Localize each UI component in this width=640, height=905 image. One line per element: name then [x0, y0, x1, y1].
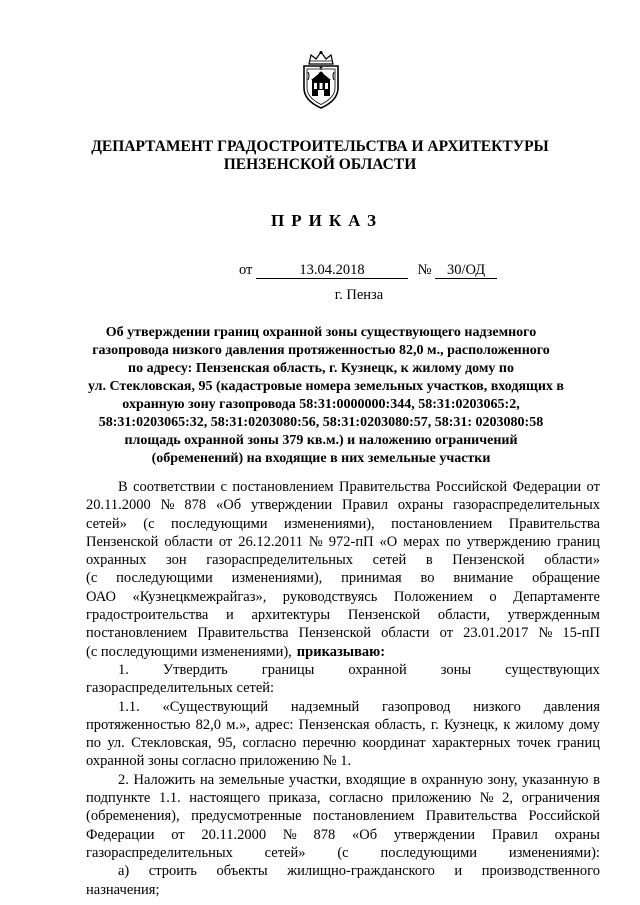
- body-word: от: [171, 826, 185, 843]
- body-word: строить: [148, 863, 197, 880]
- body-word: Российской: [528, 808, 600, 825]
- body-line: [86, 789, 600, 807]
- body-word: ограничения: [521, 790, 600, 807]
- body-word: к: [503, 716, 511, 733]
- body-word: давления: [543, 698, 600, 715]
- body-word: координат: [362, 735, 426, 752]
- body-word: 972-пП: [328, 533, 374, 550]
- body-word: изменениями),: [231, 570, 323, 587]
- body-word: обращение: [532, 570, 600, 587]
- city-name: г. Пенза: [334, 287, 384, 303]
- body-word: №: [479, 790, 494, 807]
- body-word: постановлением: [86, 625, 188, 642]
- body-word: о: [489, 588, 497, 605]
- body-word: сетей»: [264, 844, 306, 861]
- body-word: градостроительства: [86, 607, 209, 624]
- body-word: соответствии: [133, 479, 216, 495]
- body-word: 2.: [118, 771, 129, 788]
- body-word: Пензенской: [347, 607, 421, 624]
- body-word: в: [425, 552, 433, 569]
- department-name-line-1: ДЕПАРТАМЕНТ ГРАДОСТРОИТЕЛЬСТВА И АРХИТЕКТУРЫ: [91, 138, 549, 155]
- body-word: Правил: [342, 497, 389, 514]
- body-word: утвержденным: [507, 607, 600, 624]
- heading-line: (обременений) на входящие в них земельные участки: [151, 451, 491, 466]
- body-word: 20.11.2000: [86, 497, 151, 514]
- body-word: охранную: [421, 771, 483, 788]
- body-word: протяженностью: [86, 716, 191, 733]
- body-word: производственного: [481, 863, 600, 880]
- body-word: последующими: [170, 515, 268, 532]
- body-word: на: [199, 771, 215, 788]
- body-word: перечню: [302, 735, 357, 752]
- body-word: 20.11.2000: [201, 826, 267, 843]
- heading-line: газопровода низкого давления протяженностью 82,0 м., расположенного: [92, 343, 550, 358]
- body-line: [86, 533, 600, 551]
- order-date-number-line: [239, 262, 497, 279]
- body-word: дому: [569, 716, 600, 733]
- body-word: приложению: [391, 790, 472, 807]
- body-word: 82,0: [195, 716, 222, 733]
- body-word: зоны: [440, 661, 472, 678]
- body-word: 878: [184, 497, 207, 514]
- body-word: входящие: [345, 771, 406, 788]
- body-word: Наложить: [133, 771, 196, 788]
- body-text: (с последующими изменениями),: [86, 643, 292, 660]
- body-word: (с: [86, 570, 98, 587]
- body-word: предусмотренные: [191, 808, 302, 825]
- body-word: с: [220, 479, 227, 495]
- body-word: области,: [437, 607, 490, 624]
- body-word: 878: [313, 826, 336, 843]
- body-word: а): [118, 863, 130, 880]
- body-line: [86, 716, 600, 734]
- body-word: (с: [337, 844, 349, 861]
- body-word: и: [226, 607, 234, 624]
- body-word: изменениями),: [283, 515, 375, 532]
- heading-line: ул. Стекловская, 95 (кадастровые номера земельных участков, входящих в: [88, 379, 564, 394]
- body-line: [86, 551, 600, 569]
- body-word: №: [160, 497, 175, 514]
- body-word: мерах: [403, 533, 440, 550]
- body-word: принимая: [341, 570, 402, 587]
- date-prefix: от: [239, 262, 253, 278]
- body-word: «Об: [352, 826, 378, 843]
- body-word: утверждению: [466, 533, 552, 550]
- body-line: [86, 569, 600, 587]
- body-word: существующих: [505, 661, 600, 678]
- body-word: 26.12.2011: [238, 533, 303, 550]
- body-word: границ: [557, 735, 600, 752]
- body-word: Кузнецк,: [443, 716, 499, 733]
- body-word: от: [586, 479, 600, 495]
- body-word: области: [381, 625, 430, 642]
- order-heading: [88, 324, 564, 468]
- number-prefix: №: [417, 262, 432, 278]
- body-word: Положением: [393, 588, 473, 605]
- body-word: газораспределительных: [206, 552, 354, 569]
- body-word: область,: [374, 716, 426, 733]
- body-word: в: [593, 771, 600, 788]
- body-word: 1.: [118, 661, 129, 678]
- body-word: (с: [143, 515, 155, 532]
- body-word: газораспределительных: [453, 497, 600, 514]
- body-line: [86, 496, 600, 514]
- body-line: [86, 771, 600, 789]
- coat-of-arms-icon: [296, 50, 346, 110]
- body-word: ул.: [107, 735, 125, 752]
- body-word: 1.1.: [158, 790, 181, 807]
- body-word: г.: [430, 716, 439, 733]
- body-line: [86, 661, 600, 679]
- body-word: 2,: [502, 790, 513, 807]
- heading-line: площадь охранной зоны 379 кв.м.) и наложению ограничений: [124, 433, 518, 448]
- body-line: [86, 807, 600, 825]
- order-command-word: приказываю:: [296, 643, 386, 660]
- body-word: Правительства: [339, 479, 431, 495]
- body-word: В: [118, 479, 128, 495]
- body-line: [86, 734, 600, 752]
- body-word: указанную: [522, 771, 589, 788]
- body-word: Пензенская: [298, 716, 370, 733]
- body-word: низкого: [473, 698, 521, 715]
- body-word: последующими: [380, 844, 478, 861]
- body-word: Правил: [491, 826, 538, 843]
- order-number: 30/ОД: [435, 262, 497, 279]
- body-word: охранных: [86, 552, 147, 569]
- body-word: от: [218, 533, 233, 550]
- order-date: 13.04.2018: [256, 262, 408, 279]
- body-word: охранной: [348, 661, 407, 678]
- document-type-title: ПРИКАЗ: [271, 211, 383, 230]
- body-word: руководствуясь: [282, 588, 378, 605]
- body-word: согласно: [242, 735, 297, 752]
- body-word: архитектуры: [251, 607, 331, 624]
- body-word: «Существующий: [162, 698, 269, 715]
- body-line: [86, 826, 600, 844]
- body-word: по: [445, 533, 461, 550]
- heading-line: Об утверждении границ охранной зоны существующего надземного: [105, 325, 537, 340]
- body-word: участки,: [288, 771, 342, 788]
- body-word: внимание: [453, 570, 514, 587]
- body-word: подпункте: [86, 790, 151, 807]
- body-word: утверждении: [250, 497, 333, 514]
- body-word: последующими: [116, 570, 213, 587]
- body-word: согласно: [329, 790, 384, 807]
- body-word: Утвердить: [162, 661, 228, 678]
- body-word: Федерации: [512, 479, 582, 495]
- body-word: в: [410, 771, 417, 788]
- body-line: [86, 515, 600, 533]
- body-word: зону,: [487, 771, 518, 788]
- body-word: №: [538, 625, 553, 642]
- body-word: охраны: [554, 826, 600, 843]
- body-line: [86, 862, 600, 880]
- department-name-line-2: ПЕНЗЕНСКОЙ ОБЛАСТИ: [223, 156, 417, 173]
- heading-line: охранную зону газопровода 58:31:0000000:344, 58:31:0203065:2,: [122, 397, 520, 412]
- body-word: 23.01.2017: [463, 625, 529, 642]
- heading-line: по адресу: Пензенская область, г. Кузнецк, к жилому дому по: [128, 361, 514, 376]
- body-word: жилому: [515, 716, 564, 733]
- body-word: Стекловская,: [131, 735, 212, 752]
- body-word: границы: [261, 661, 315, 678]
- body-word: «Об: [215, 497, 242, 514]
- body-line: [86, 679, 600, 697]
- body-word: жилищно-гражданского: [287, 863, 435, 880]
- body-word: границ: [557, 533, 600, 550]
- body-text: газораспределительных сетей:: [86, 680, 275, 697]
- body-word: постановлением: [391, 515, 493, 532]
- body-word: №: [282, 826, 297, 843]
- body-line: [86, 881, 600, 899]
- body-word: настоящего: [189, 790, 261, 807]
- body-word: от: [439, 625, 454, 642]
- body-word: Правительства: [508, 515, 600, 532]
- order-body-text: [86, 478, 600, 899]
- body-word: газораспределительных: [86, 844, 233, 861]
- body-word: приказа,: [268, 790, 321, 807]
- body-word: Департаменте: [513, 588, 600, 605]
- body-line: [86, 643, 600, 661]
- body-word: Правительства: [197, 625, 289, 642]
- body-line: [86, 752, 600, 770]
- body-word: Пензенской: [298, 625, 371, 642]
- body-word: Российской: [435, 479, 508, 495]
- body-word: характерных: [431, 735, 511, 752]
- body-word: 95,: [217, 735, 237, 752]
- body-word: Пензенской: [86, 533, 159, 550]
- body-word: по: [86, 735, 102, 752]
- body-line: [86, 624, 600, 642]
- body-line: [86, 698, 600, 716]
- body-word: 1.1.: [118, 698, 140, 715]
- body-word: м.»,: [226, 716, 250, 733]
- body-word: постановлением: [313, 808, 415, 825]
- body-word: охраны: [397, 497, 444, 514]
- body-word: объекты: [216, 863, 268, 880]
- body-word: и: [454, 863, 463, 880]
- body-word: (обременения),: [86, 808, 180, 825]
- body-word: ОАО: [86, 588, 116, 605]
- body-word: области: [164, 533, 213, 550]
- body-line: [86, 606, 600, 624]
- body-word: Пензенской: [452, 552, 525, 569]
- body-text: охранной зоны согласно приложению № 1.: [86, 753, 352, 770]
- body-word: надземный: [290, 698, 360, 715]
- body-text: назначения;: [86, 881, 160, 898]
- body-line: [86, 844, 600, 862]
- body-word: 15-пП: [562, 625, 600, 642]
- body-word: утверждении: [393, 826, 476, 843]
- body-word: «О: [379, 533, 398, 550]
- heading-line: 58:31:0203065:32, 58:31:0203080:56, 58:31:0203080:57, 58:31: 0203080:58: [98, 415, 544, 430]
- body-line: [86, 588, 600, 606]
- body-word: «Кузнецкмежрайгаз»,: [132, 588, 267, 605]
- body-word: сетей»: [86, 515, 127, 532]
- body-word: газопровод: [381, 698, 451, 715]
- body-word: адрес:: [255, 716, 294, 733]
- body-word: области»: [544, 552, 600, 569]
- body-word: земельные: [218, 771, 285, 788]
- body-word: во: [420, 570, 435, 587]
- body-word: Правительства: [425, 808, 518, 825]
- body-word: Федерации: [86, 826, 155, 843]
- body-word: изменениями):: [508, 844, 600, 861]
- body-word: точек: [516, 735, 551, 752]
- body-line: [86, 478, 600, 496]
- body-word: №: [308, 533, 323, 550]
- body-word: сетей: [372, 552, 407, 569]
- body-word: постановлением: [232, 479, 334, 495]
- body-word: зон: [165, 552, 187, 569]
